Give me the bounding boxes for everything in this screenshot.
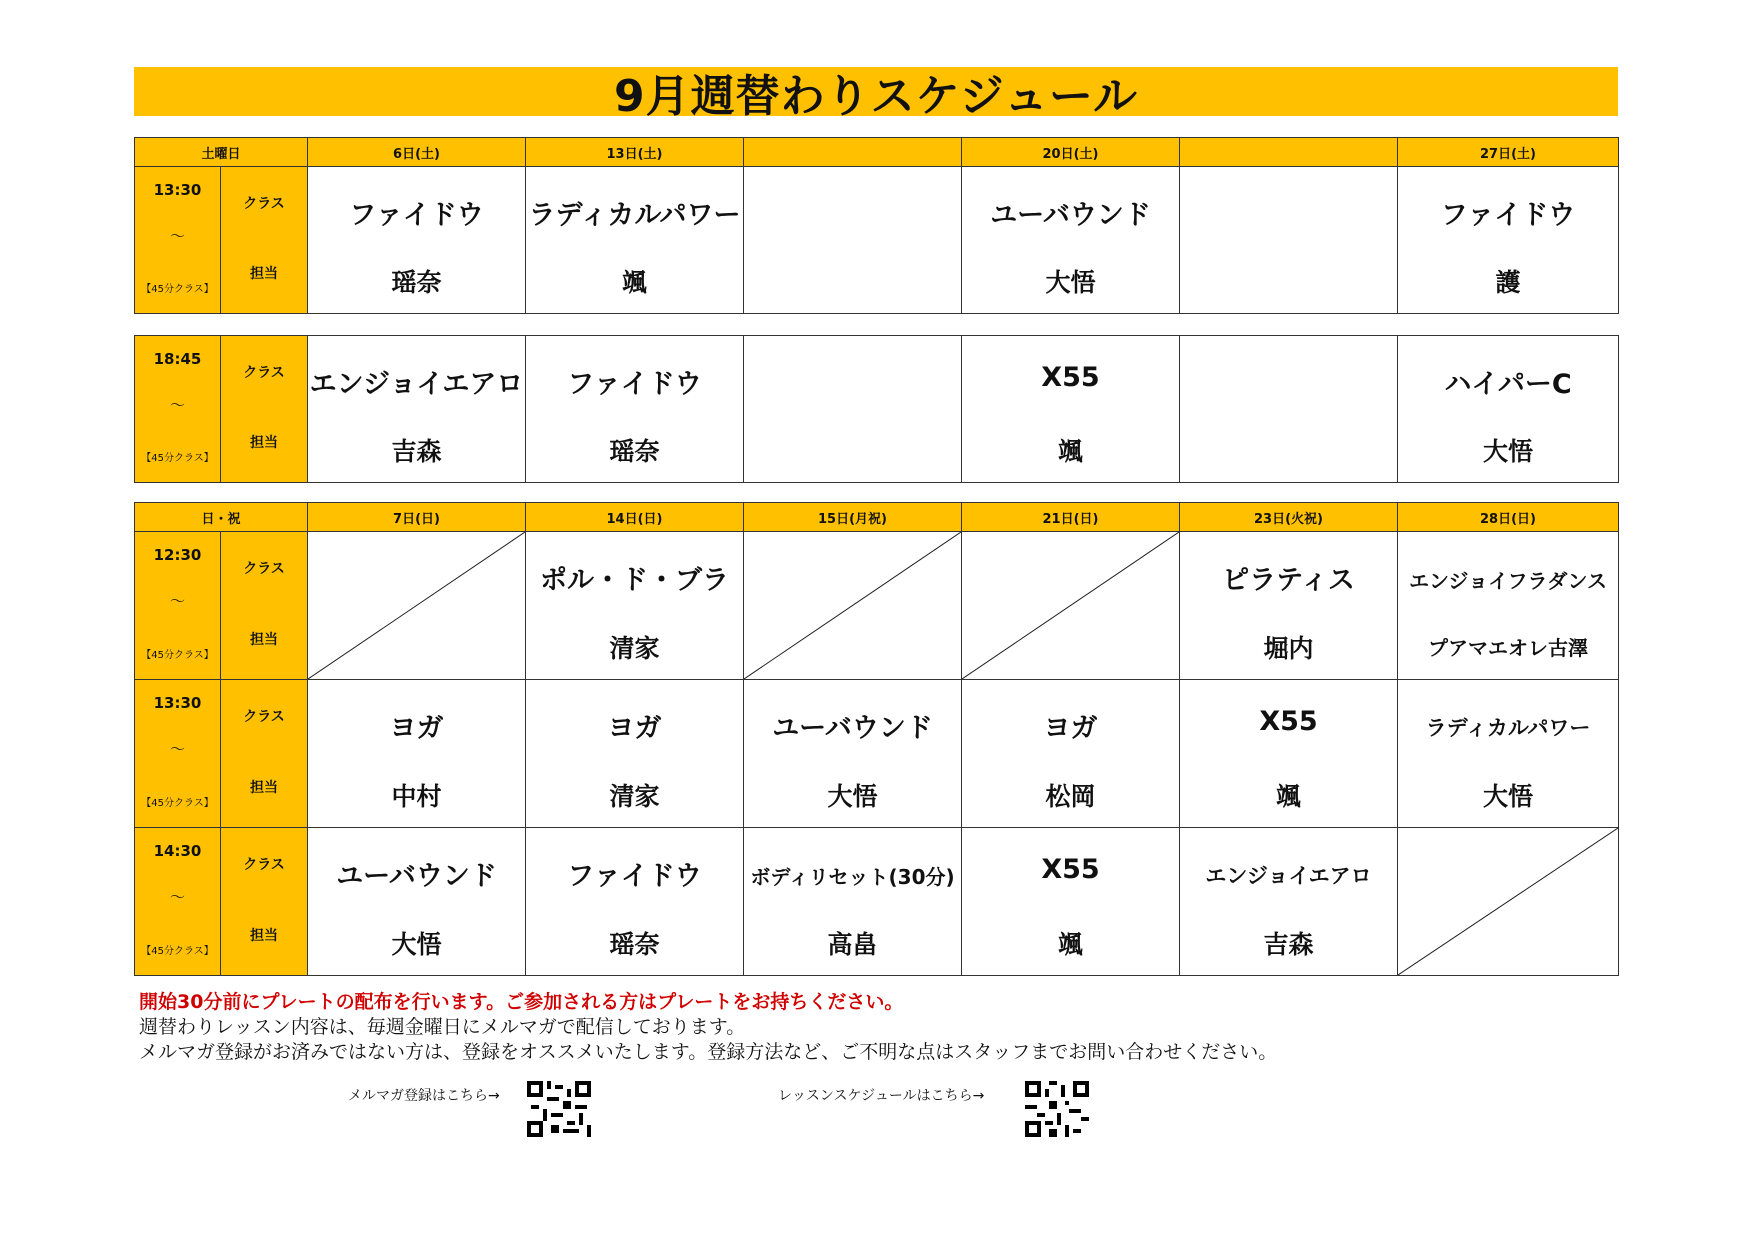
date-header bbox=[744, 138, 962, 167]
lesson-cell bbox=[308, 828, 526, 976]
class-name: エンジョイエアロ bbox=[1205, 864, 1372, 888]
instructor-name: 松岡 bbox=[1045, 782, 1096, 811]
lesson-cell-empty bbox=[744, 167, 962, 314]
plate-notice: 開始30分前にプレートの配布を行います。ご参加される方はプレートをお持ちください。 bbox=[139, 991, 904, 1013]
staff-label: 担当 bbox=[250, 632, 278, 648]
lesson-cell bbox=[962, 336, 1180, 483]
date-header: 20日(土) bbox=[962, 138, 1180, 167]
row-labels bbox=[221, 167, 308, 314]
instructor-name: 吉森 bbox=[391, 437, 442, 466]
saturday-evening-table bbox=[134, 335, 1619, 483]
instructor-name: 瑶奈 bbox=[609, 930, 660, 959]
day-type-header: 土曜日 bbox=[135, 138, 308, 167]
no-lesson-slash bbox=[962, 532, 1179, 679]
class-name: X55 bbox=[1259, 706, 1318, 737]
schedule-row bbox=[135, 828, 1619, 976]
date-header: 28日(日) bbox=[1398, 503, 1619, 532]
instructor-name: 護 bbox=[1495, 268, 1521, 297]
instructor-name: 清家 bbox=[609, 782, 660, 811]
class-name: ファイドウ bbox=[349, 200, 484, 231]
time-range-mark: ～ bbox=[169, 592, 185, 610]
lesson-cell bbox=[308, 680, 526, 828]
row-labels bbox=[221, 336, 308, 483]
lesson-cell bbox=[308, 336, 526, 483]
no-lesson-cell bbox=[744, 532, 962, 680]
date-header: 21日(日) bbox=[962, 503, 1180, 532]
page-title: 9月週替わりスケジュール bbox=[614, 70, 1138, 122]
staff-label: 担当 bbox=[250, 928, 278, 944]
duration-note: 【45分クラス】 bbox=[141, 798, 214, 809]
lesson-cell bbox=[1398, 680, 1619, 828]
staff-label: 担当 bbox=[250, 435, 278, 451]
staff-label: 担当 bbox=[250, 266, 278, 282]
instructor-name: 堀内 bbox=[1263, 634, 1314, 663]
instructor-name: 清家 bbox=[609, 634, 660, 663]
instructor-name: 大悟 bbox=[827, 782, 878, 811]
lesson-cell bbox=[744, 828, 962, 976]
class-name: ポル・ド・ブラ bbox=[540, 565, 730, 596]
title-bar bbox=[134, 67, 1618, 122]
day-type-header: 日・祝 bbox=[135, 503, 308, 532]
time-range-mark: ～ bbox=[169, 740, 185, 758]
lesson-cell bbox=[526, 532, 744, 680]
lesson-cell bbox=[526, 680, 744, 828]
lesson-cell bbox=[1180, 680, 1398, 828]
lesson-cell-empty bbox=[1180, 167, 1398, 314]
sunday-header-row bbox=[135, 503, 1619, 532]
start-time: 12:30 bbox=[153, 546, 202, 564]
lesson-cell bbox=[1180, 532, 1398, 680]
date-header bbox=[1180, 138, 1398, 167]
lesson-cell bbox=[744, 680, 962, 828]
lesson-cell-empty bbox=[1180, 336, 1398, 483]
date-header: 7日(日) bbox=[308, 503, 526, 532]
instructor-name: 吉森 bbox=[1263, 930, 1314, 959]
class-name: ハイパーC bbox=[1444, 369, 1572, 400]
row-labels bbox=[221, 680, 308, 828]
class-name: ファイドウ bbox=[1440, 200, 1576, 231]
class-name: X55 bbox=[1041, 362, 1100, 393]
class-label: クラス bbox=[243, 709, 285, 725]
class-label: クラス bbox=[243, 365, 285, 381]
lesson-cell bbox=[1398, 336, 1619, 483]
duration-note: 【45分クラス】 bbox=[141, 284, 214, 295]
instructor-name: 大悟 bbox=[391, 930, 442, 959]
instructor-name: 中村 bbox=[391, 782, 442, 811]
class-name: エンジョイフラダンス bbox=[1409, 569, 1607, 593]
registration-note: メルマガ登録がお済みではない方は、登録をオススメいたします。登録方法など、ご不明な点はスタッフまでお問い合わせください。 bbox=[139, 1041, 1278, 1063]
lesson-cell bbox=[526, 167, 744, 314]
no-lesson-cell bbox=[1398, 828, 1619, 976]
lesson-cell bbox=[1398, 167, 1619, 314]
lesson-cell bbox=[962, 680, 1180, 828]
class-label: クラス bbox=[243, 561, 285, 577]
row-labels bbox=[221, 828, 308, 976]
no-lesson-slash bbox=[1398, 828, 1618, 975]
date-header: 13日(土) bbox=[526, 138, 744, 167]
saturday-schedule-table bbox=[134, 137, 1619, 314]
lesson-cell bbox=[962, 828, 1180, 976]
class-name: ヨガ bbox=[389, 713, 444, 744]
lesson-cell bbox=[526, 828, 744, 976]
class-name: ヨガ bbox=[1043, 713, 1098, 744]
class-name: ラディカルパワー bbox=[528, 200, 741, 231]
lesson-schedule-qr-code-icon[interactable] bbox=[1025, 1081, 1089, 1137]
time-range-mark: ～ bbox=[169, 227, 185, 245]
staff-label: 担当 bbox=[250, 780, 278, 796]
instructor-name: 大悟 bbox=[1482, 437, 1533, 466]
lesson-cell bbox=[1180, 828, 1398, 976]
no-lesson-slash bbox=[744, 532, 961, 679]
date-header: 6日(土) bbox=[308, 138, 526, 167]
instructor-name: 高畠 bbox=[827, 930, 878, 959]
class-name: ファイドウ bbox=[567, 861, 702, 892]
class-name: ファイドウ bbox=[567, 369, 702, 400]
instructor-name: 瑶奈 bbox=[609, 437, 660, 466]
time-range-mark: ～ bbox=[169, 888, 185, 906]
class-name: ボディリセット(30分) bbox=[750, 865, 955, 889]
duration-note: 【45分クラス】 bbox=[141, 453, 214, 464]
class-label: クラス bbox=[243, 196, 285, 212]
no-lesson-slash bbox=[308, 532, 525, 679]
class-name: ユーバウンド bbox=[336, 861, 497, 892]
class-name: ヨガ bbox=[607, 713, 662, 744]
time-slot bbox=[135, 680, 221, 828]
lesson-cell bbox=[526, 336, 744, 483]
instructor-name: 大悟 bbox=[1045, 268, 1096, 297]
instructor-name: 颯 bbox=[622, 268, 648, 297]
class-name: ユーバウンド bbox=[990, 200, 1151, 231]
row-labels bbox=[221, 532, 308, 680]
instructor-name: 颯 bbox=[1276, 782, 1302, 811]
date-header: 27日(土) bbox=[1398, 138, 1619, 167]
schedule-row bbox=[135, 680, 1619, 828]
instructor-name: 瑶奈 bbox=[391, 268, 442, 297]
schedule-row bbox=[135, 532, 1619, 680]
time-slot bbox=[135, 167, 221, 314]
lesson-cell-empty bbox=[744, 336, 962, 483]
instructor-name: プアマエオレ古澤 bbox=[1428, 636, 1589, 660]
date-header: 14日(日) bbox=[526, 503, 744, 532]
start-time: 13:30 bbox=[153, 181, 202, 199]
instructor-name: 大悟 bbox=[1483, 782, 1534, 811]
start-time: 13:30 bbox=[153, 694, 202, 712]
class-name: X55 bbox=[1041, 854, 1100, 885]
duration-note: 【45分クラス】 bbox=[141, 650, 214, 661]
newsletter-note: 週替わりレッスン内容は、毎週金曜日にメルマガで配信しております。 bbox=[139, 1016, 746, 1038]
date-header: 15日(月祝) bbox=[744, 503, 962, 532]
time-range-mark: ～ bbox=[169, 396, 185, 414]
schedule-row bbox=[135, 167, 1619, 314]
notes-section bbox=[139, 990, 1277, 1065]
class-label: クラス bbox=[243, 857, 285, 873]
lesson-schedule-link[interactable]: レッスンスケジュールはこちら→ bbox=[778, 1088, 985, 1104]
time-slot bbox=[135, 336, 221, 483]
start-time: 18:45 bbox=[153, 350, 202, 368]
saturday-header-row bbox=[135, 138, 1619, 167]
mailmag-qr-code-icon[interactable] bbox=[527, 1081, 591, 1137]
no-lesson-cell bbox=[308, 532, 526, 680]
lesson-cell bbox=[308, 167, 526, 314]
lesson-cell bbox=[1398, 532, 1619, 680]
class-name: ラディカルパワー bbox=[1425, 716, 1591, 740]
class-name: ユーバウンド bbox=[772, 713, 933, 744]
class-name: エンジョイエアロ bbox=[309, 369, 524, 400]
mailmag-link[interactable]: メルマガ登録はこちら→ bbox=[348, 1088, 500, 1104]
instructor-name: 颯 bbox=[1058, 930, 1084, 959]
no-lesson-cell bbox=[962, 532, 1180, 680]
duration-note: 【45分クラス】 bbox=[141, 946, 214, 957]
time-slot bbox=[135, 532, 221, 680]
instructor-name: 颯 bbox=[1057, 437, 1083, 466]
start-time: 14:30 bbox=[153, 842, 202, 860]
lesson-cell bbox=[962, 167, 1180, 314]
date-header: 23日(火祝) bbox=[1180, 503, 1398, 532]
schedule-row bbox=[135, 336, 1619, 483]
sunday-holiday-schedule-table bbox=[134, 502, 1619, 976]
class-name: ピラティス bbox=[1222, 565, 1355, 596]
time-slot bbox=[135, 828, 221, 976]
